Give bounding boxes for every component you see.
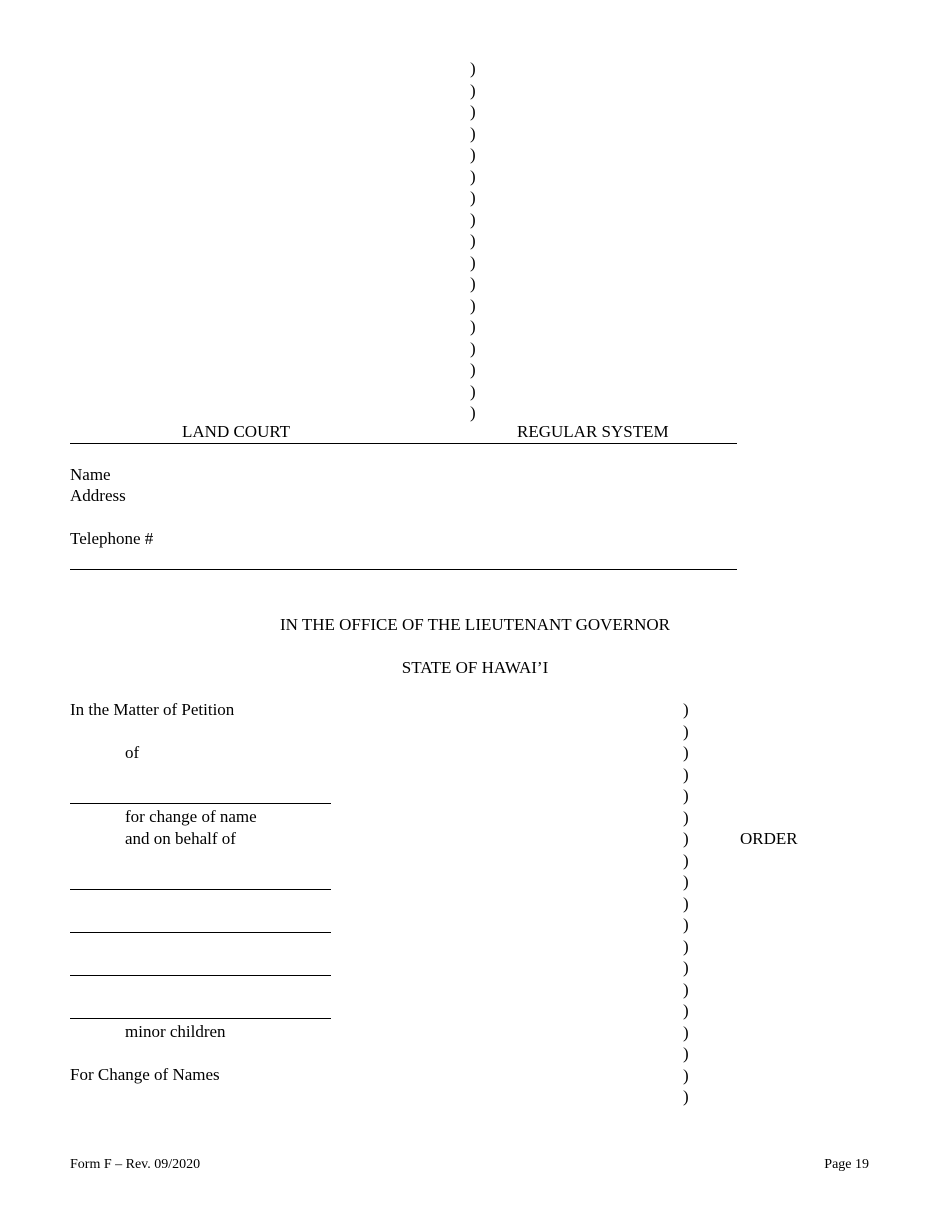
for-change-label: for change of name bbox=[125, 807, 257, 826]
order-title: ORDER bbox=[740, 829, 798, 848]
paren-mark: ) bbox=[470, 381, 476, 401]
paren-mark: ) bbox=[683, 700, 689, 719]
paren-mark: ) bbox=[470, 80, 476, 100]
paren-mark: ) bbox=[683, 1065, 689, 1085]
paren-mark: ) bbox=[683, 893, 689, 913]
minor-children-label: minor children bbox=[125, 1022, 226, 1041]
paren-mark: ) bbox=[683, 915, 689, 934]
child-name-blank bbox=[70, 932, 331, 933]
paren-mark: ) bbox=[470, 338, 476, 358]
paren-mark: ) bbox=[683, 850, 689, 870]
paren-mark: ) bbox=[470, 231, 476, 250]
recording-divider bbox=[70, 443, 737, 444]
paren-mark: ) bbox=[683, 1001, 689, 1020]
regular-system-label: REGULAR SYSTEM bbox=[517, 422, 669, 441]
office-heading: IN THE OFFICE OF THE LIEUTENANT GOVERNOR bbox=[279, 615, 671, 634]
paren-mark: ) bbox=[683, 958, 689, 977]
child-name-blank bbox=[70, 975, 331, 976]
paren-mark: ) bbox=[683, 743, 689, 762]
of-label: of bbox=[125, 743, 140, 762]
form-revision: Form F – Rev. 09/2020 bbox=[70, 1157, 201, 1172]
paren-mark: ) bbox=[470, 274, 476, 293]
paren-mark: ) bbox=[470, 252, 476, 272]
paren-mark: ) bbox=[470, 102, 476, 121]
caption-paren-column bbox=[683, 699, 703, 1108]
paren-mark: ) bbox=[470, 317, 476, 336]
for-change-names-label: For Change of Names bbox=[70, 1065, 220, 1084]
page-number: Page 19 bbox=[824, 1157, 869, 1172]
paren-mark: ) bbox=[470, 166, 476, 186]
paren-mark: ) bbox=[470, 188, 476, 207]
paren-mark: ) bbox=[683, 1087, 689, 1106]
paren-mark: ) bbox=[683, 786, 689, 805]
paren-mark: ) bbox=[683, 829, 689, 848]
return-to-divider bbox=[70, 569, 737, 570]
paren-mark: ) bbox=[470, 295, 476, 315]
paren-mark: ) bbox=[683, 1022, 689, 1042]
state-heading: STATE OF HAWAI’I bbox=[401, 658, 549, 677]
in-matter-label: In the Matter of Petition bbox=[70, 700, 235, 719]
paren-mark: ) bbox=[470, 123, 476, 143]
recording-paren-column bbox=[470, 58, 490, 424]
child-name-blank bbox=[70, 889, 331, 890]
paren-mark: ) bbox=[683, 807, 689, 827]
land-court-label: LAND COURT bbox=[182, 422, 291, 441]
paren-mark: ) bbox=[683, 936, 689, 956]
paren-mark: ) bbox=[470, 59, 476, 78]
child-name-blank bbox=[70, 1018, 331, 1019]
paren-mark: ) bbox=[683, 1044, 689, 1063]
on-behalf-label: and on behalf of bbox=[125, 829, 236, 848]
paren-mark: ) bbox=[683, 872, 689, 891]
paren-mark: ) bbox=[470, 145, 476, 164]
paren-mark: ) bbox=[470, 360, 476, 379]
petitioner-name-blank bbox=[70, 803, 331, 804]
paren-mark: ) bbox=[683, 764, 689, 784]
paren-mark: ) bbox=[683, 979, 689, 999]
paren-mark: ) bbox=[470, 403, 476, 422]
name-label: Name bbox=[70, 465, 111, 484]
telephone-label: Telephone # bbox=[70, 529, 154, 548]
paren-mark: ) bbox=[683, 721, 689, 741]
paren-mark: ) bbox=[470, 209, 476, 229]
address-label: Address bbox=[70, 486, 126, 505]
